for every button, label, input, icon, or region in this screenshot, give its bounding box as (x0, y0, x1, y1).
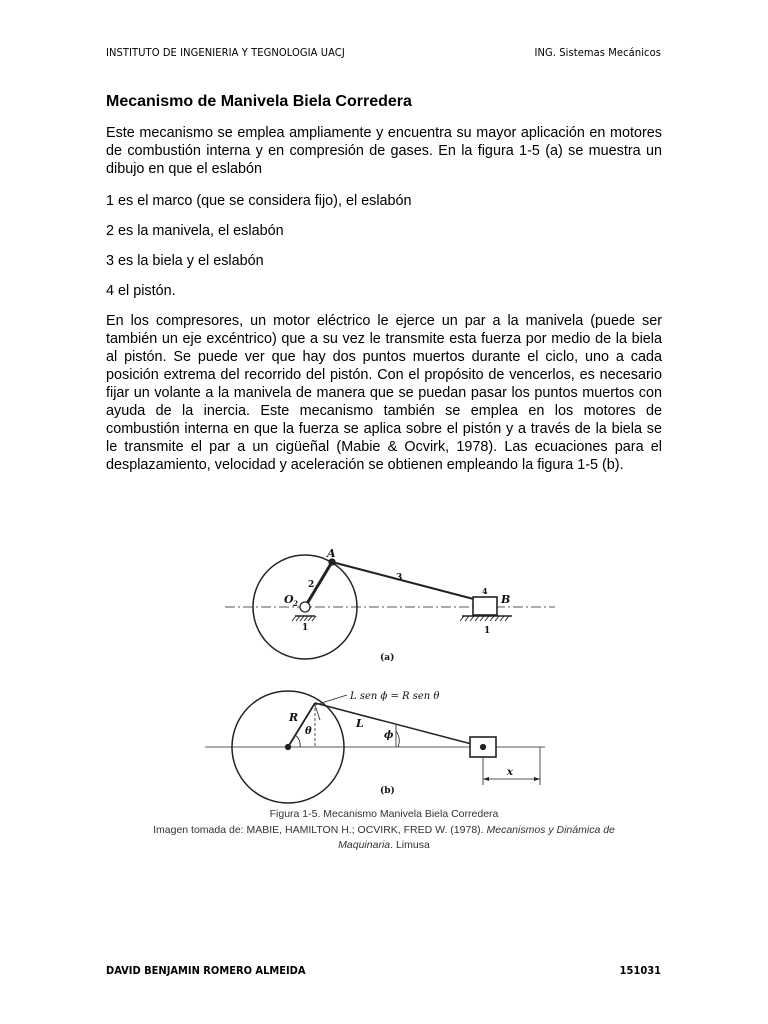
source-publisher: . Limusa (390, 839, 430, 851)
label-a: A (327, 547, 336, 560)
source-book-title: Mecanismos y Dinámica de (486, 824, 615, 836)
pivot-o2 (300, 602, 310, 612)
label-link-1-left: 1 (302, 623, 309, 633)
mechanism-diagram (200, 545, 560, 807)
label-phi: ϕ (384, 730, 394, 741)
label-x: x (507, 767, 513, 778)
label-link-2: 2 (308, 580, 315, 590)
label-theta: θ (305, 726, 312, 737)
header-institution: INSTITUTO DE INGENIERIA Y TEGNOLOGIA UACJ (106, 46, 345, 59)
equation-label: L sen ϕ = R sen θ (350, 691, 440, 702)
label-link-4: 4 (482, 586, 488, 596)
label-b-tag: (b) (380, 786, 395, 796)
document-title: Mecanismo de Manivela Biela Corredera (106, 93, 412, 110)
source-book-title-cont: Maquinaria (338, 839, 391, 851)
header-course: ING. Sistemas Mecánicos (534, 46, 661, 59)
link-1-description: 1 es el marco (que se considera fijo), el eslabón (106, 193, 412, 209)
mechanism-figure (200, 545, 560, 807)
link-4-description: 4 el pistón. (106, 283, 176, 299)
explanation-paragraph: En los compresores, un motor eléctrico le ejerce un par a la manivela (puede ser también un eje excéntrico) que a su vez le transmite esta fuerza por medio de la biela al pistón. Se puede ver que hay dos puntos muertos durante el ciclo, uno a cada posición extrema del recorrido del pistón. Con el propósito de vencerlos, es necesario fijar un volante a la manivela de manera que se puedan pasar los puntos muertos con ayuda de la inercia. Este mecanismo también se emplea en los motores de combustión interna en que la fuerza se aplica sobre el pistón y a través de la biela se le transmite el par a un cigüeñal (Mabie & Ocvirk, 1978). Las ecuaciones para el desplazamiento, velocidad y aceleración se obtienen empleando la figura 1-5 (b). (106, 313, 662, 473)
footer-author: DAVID BENJAMIN ROMERO ALMEIDA (106, 964, 306, 977)
figure-caption: Figura 1-5. Mecanismo Manivela Biela Corredera (269, 808, 499, 820)
label-r: R (289, 711, 299, 724)
figure-source-line-1 (100, 824, 668, 836)
source-citation: Imagen tomada de: MABIE, HAMILTON H.; OCVIRK, FRED W. (1978). (153, 824, 484, 836)
label-link-3: 3 (396, 573, 403, 583)
crank-radius-r (288, 703, 315, 747)
link-3-description: 3 es la biela y el eslabón (106, 253, 264, 269)
link-2-description: 2 es la manivela, el eslabón (106, 223, 284, 239)
label-b: B (501, 593, 511, 606)
label-a-tag: (a) (380, 653, 395, 663)
footer-student-id: 151031 (619, 964, 661, 977)
label-l: L (356, 717, 364, 730)
label-o2-sub: 2 (293, 599, 298, 608)
piston-block-4 (473, 597, 497, 615)
label-o2: O (284, 593, 294, 606)
figure-source-line-2 (100, 839, 668, 851)
connecting-rod-3 (332, 562, 485, 602)
intro-paragraph: Este mecanismo se emplea ampliamente y encuentra su mayor aplicación en motores de combustión interna y en compresión de gases. En la figura 1-5 (a) se muestra un dibujo en que el eslabón (106, 125, 662, 177)
label-link-1-right: 1 (484, 626, 491, 636)
